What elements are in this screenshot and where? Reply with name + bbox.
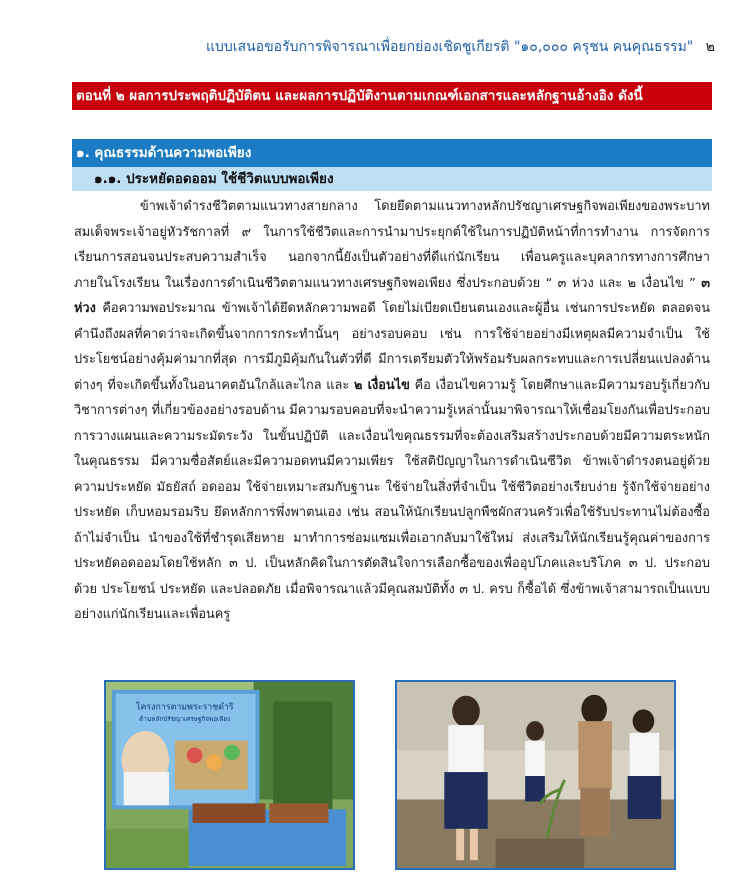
photo-students-garden xyxy=(395,680,676,870)
paragraph xyxy=(74,194,710,628)
body-text-3: คือ เงื่อนไขความรู้ โดยศึกษาและมีความรอบรู้เกี่ยวกับวิชาการต่างๆ ที่เกี่ยวข้องอย่างรอบด้าน มีความรอบคอบที่จะนำความรู้เหล่านั้นมาพิจารณาให้เชื่อมโยงกันเพื่อประกอบการวางแผนและความระมัดระวัง ในขั้นปฏิบัติ และเงื่อนไขคุณธรรมที่จะต้องเสริมสร้างประกอบด้วยมีความตระหนักในคุณธรรม มีความซื่อสัตย์และมีความอดทนมีความเพียร ใช้สติปัญญาในการดำเนินชีวิต ข้าพเจ้าดำรงตนอยู่ด้วยความประหยัด มัธยัสถ์ อดออม ใช้จ่ายเหมาะสมกับฐานะ ใช้จ่ายในสิ่งที่จำเป็น ใช้ชีวิตอย่างเรียบง่าย รู้จักใช้จ่ายอย่างประหยัด เก็บหอมรอมริบ ยึดหลักการพึ่งพาตนเอง เช่น สอนให้นักเรียนปลูกพืชผักสวนครัวเพื่อใช้รับประทานไม่ต้องซื้อ ถ้าไม่จำเป็น นำของใช้ที่ชำรุดเสียหาย มาทำการซ่อมแซมเพื่อเอากลับมาใช้ใหม่ ส่งเสริมให้นักเรียนรู้คุณค่าของการประหยัดอดออมโดยใช้หลัก ๓ ป. เป็นหลักคิดในการตัดสินใจการเลือกซื้อของเพื่ออุปโภคและบริโภค ๓ ป. ประกอบด้วย ประโยชน์ ประหยัด และปลอดภัย เมื่อพิจารณาแล้วมีคุณสมบัติทั้ง ๓ ป. ครบ ก็ซื้อได้ ซึ่งข้าพเจ้าสามารถเป็นแบบอย่างแก่นักเรียนและเพื่อนครู xyxy=(74,377,710,622)
page-header xyxy=(206,36,715,58)
sign-text-2: ด้านหลักปรัชญาเศรษฐกิจพอเพียง xyxy=(139,715,231,724)
document-title: แบบเสนอขอรับการพิจารณาเพื่อยกย่องเชิดชูเกียรติ "๑๐,๐๐๐ ครุชน คนคุณธรรม" xyxy=(205,39,694,55)
photo-illustration-left xyxy=(106,682,353,868)
section-heading: ๑. คุณธรรมด้านความพอเพียง xyxy=(72,139,712,167)
subsection-heading: ๑.๑. ประหยัดอดออม ใช้ชีวิตแบบพอเพียง xyxy=(72,167,712,191)
photo-sign-and-seedlings xyxy=(104,680,355,870)
sign-text-1: โครงการตามพระราชดำริ xyxy=(135,702,234,713)
body-text-2: คือความพอประมาณ ข้าพเจ้าได้ยึดหลักความพอดี โดยไม่เบียดเบียนตนเองและผู้อื่น เช่นการประหยัด ตลอดจนคำนึงถึงผลที่คาดว่าจะเกิดขึ้นจากการกระทำนั้นๆ อย่างรอบคอบ เช่น การใช้จ่ายอย่างมีเหตุผลมีความจำเป็น ใช้ประโยชน์อย่างคุ้มค่ามากที่สุด การมีภูมิคุ้มกันในตัวที่ดี มีการเตรียมตัวให้พร้อมรับผลกระทบและการเปลี่ยนแปลงด้านต่างๆ ที่จะเกิดขึ้นทั้งในอนาคตอันใกล้และไกล และ xyxy=(74,301,710,393)
photo-illustration-right xyxy=(397,682,674,868)
part-heading: ตอนที่ ๒ ผลการประพฤติปฏิบัติตน และผลการปฏิบัติงานตามเกณฑ์เอกสารและหลักฐานอ้างอิง ดังนี้ xyxy=(72,82,712,110)
bold-term-three-rings: ๓ ห่วง xyxy=(74,275,710,316)
bold-term-two-conditions: ๒ เงื่อนไข xyxy=(354,377,410,393)
body-text-1: ข้าพเจ้าดำรงชีวิตตามแนวทางสายกลาง โดยยึดตามแนวทางหลักปรัชญาเศรษฐกิจพอเพียงของพระบาทสมเด็จพระเจ้าอยู่หัวรัชกาลที่ ๙ ในการใช้ชีวิตและการนำมาประยุกต์ใช้ในการปฏิบัติหน้าที่การทำงาน การจัดการเรียนการสอนจนประสบความสำเร็จ นอกจากนี้ยังเป็นตัวอย่างที่ดีแก่นักเรียน เพื่อนครูและบุคลากรทางการศึกษาภายในโรงเรียน ในเรื่องการดำเนินชีวิตตามแนวทางเศรษฐกิจพอเพียง ซึ่งประกอบด้วย “ ๓ ห่วง และ ๒ เงื่อนไข ” xyxy=(74,199,710,291)
page-number: ๒ xyxy=(705,39,715,55)
body-paragraph xyxy=(74,194,710,628)
